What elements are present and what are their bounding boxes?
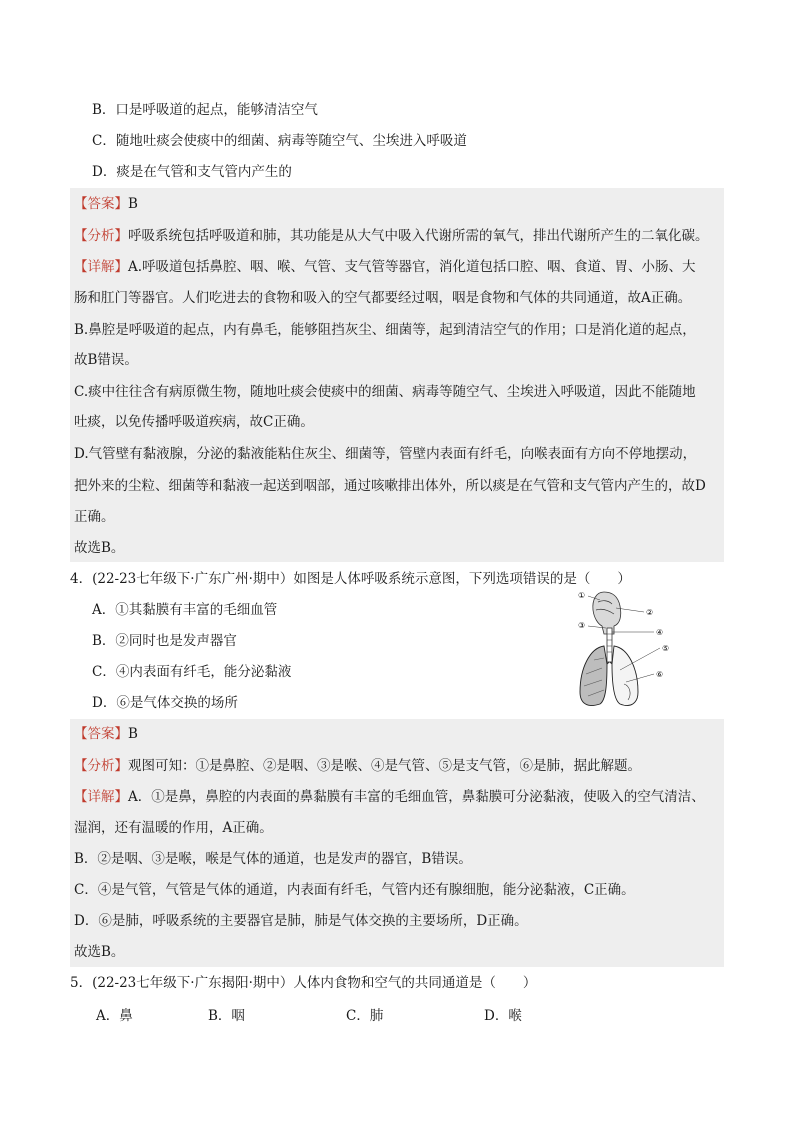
q4-analysis: 【分析】观图可知：①是鼻腔、②是咽、③是喉、④是气管、⑤是支气管，⑥是肺，据此解题。 — [74, 758, 641, 774]
q3-conclusion: 故选B。 — [74, 540, 125, 556]
q3-answer: 【答案】B — [74, 196, 138, 212]
figure-label-6: ⑥ — [656, 670, 664, 679]
q3-option-d: D．痰是在气管和支气管内产生的 — [92, 164, 292, 180]
figure-label-3: ③ — [578, 621, 586, 630]
q4-option-d: D．⑥是气体交换的场所 — [92, 695, 238, 711]
q3-detail-line: 吐痰，以免传播呼吸道疾病，故C正确。 — [74, 414, 314, 430]
q4-detail-line: C．④是气管，气管是气体的通道，内表面有纤毛，气管内还有腺细胞，能分泌黏液，C正确。 — [74, 882, 635, 898]
q4-detail-line: 【详解】A．①是鼻，鼻腔的内表面的鼻黏膜有丰富的毛细血管，鼻黏膜可分泌黏液，使吸入的空气清洁、 — [74, 789, 705, 805]
q3-detail-line: 把外来的尘粒、细菌等和黏液一起送到咽部，通过咳嗽排出体外，所以痰是在气管和支气管内产生的，故D — [74, 478, 706, 494]
q4-option-b: B．②同时也是发声器官 — [92, 633, 237, 649]
figure-label-2: ② — [646, 608, 654, 617]
q3-option-c: C．随地吐痰会使痰中的细菌、病毒等随空气、尘埃进入呼吸道 — [92, 133, 467, 149]
q3-detail-line: D.气管壁有黏液腺，分泌的黏液能粘住灰尘、细菌等，管壁内表面有纤毛，向喉表面有方向不停地摆动， — [74, 446, 697, 462]
q5-option-d: D．喉 — [484, 1008, 522, 1024]
q3-detail-line: C.痰中往往含有病原微生物，随地吐痰会使痰中的细菌、病毒等随空气、尘埃进入呼吸道，因此不能随地 — [74, 384, 696, 400]
q3-analysis: 【分析】呼吸系统包括呼吸道和肺，其功能是从大气中吸入代谢所需的氧气，排出代谢所产生的二氧化碳。 — [74, 228, 709, 244]
q3-detail-line: B.鼻腔是呼吸道的起点，内有鼻毛，能够阻挡灰尘、细菌等，起到清洁空气的作用；口是消化道的起点， — [74, 322, 696, 338]
figure-label-4: ④ — [656, 628, 664, 637]
q5-stem: 5．(22-23七年级下·广东揭阳·期中）人体内食物和空气的共同通道是（ ） — [70, 975, 537, 991]
q4-detail-line: 湿润，还有温暖的作用，A正确。 — [74, 820, 273, 836]
q5-option-b: B．咽 — [208, 1008, 245, 1024]
figure-label-1: ① — [578, 591, 586, 600]
q4-conclusion: 故选B。 — [74, 944, 125, 960]
q3-detail-line: 肠和肛门等器官。人们吃进去的食物和吸入的空气都要经过咽，咽是食物和气体的共同通道，故A正确。 — [74, 290, 692, 306]
q4-option-a: A．①其黏膜有丰富的毛细血管 — [92, 602, 278, 618]
q3-detail-line: 正确。 — [74, 509, 115, 525]
q4-detail-line: B．②是咽、③是喉，喉是气体的通道，也是发声的器官，B错误。 — [74, 851, 472, 867]
figure-label-5: ⑤ — [662, 644, 670, 653]
q4-option-c: C．④内表面有纤毛，能分泌黏液 — [92, 664, 292, 680]
q5-option-c: C．肺 — [346, 1008, 384, 1024]
q4-stem: 4．(22-23七年级下·广东广州·期中）如图是人体呼吸系统示意图，下列选项错误的是（ ） — [70, 571, 631, 587]
q3-detail-line: 【详解】A.呼吸道包括鼻腔、咽、喉、气管、支气管等器官，消化道包括口腔、咽、食道、胃、小肠、大 — [74, 259, 696, 275]
q4-answer: 【答案】B — [74, 726, 138, 742]
q5-option-a: A．鼻 — [96, 1008, 133, 1024]
q4-detail-line: D．⑥是肺，呼吸系统的主要器官是肺，肺是气体交换的主要场所，D正确。 — [74, 913, 528, 929]
q3-detail-line: 故B错误。 — [74, 352, 138, 368]
respiratory-system-diagram — [574, 588, 680, 710]
q3-option-b: B．口是呼吸道的起点，能够清洁空气 — [92, 102, 318, 118]
